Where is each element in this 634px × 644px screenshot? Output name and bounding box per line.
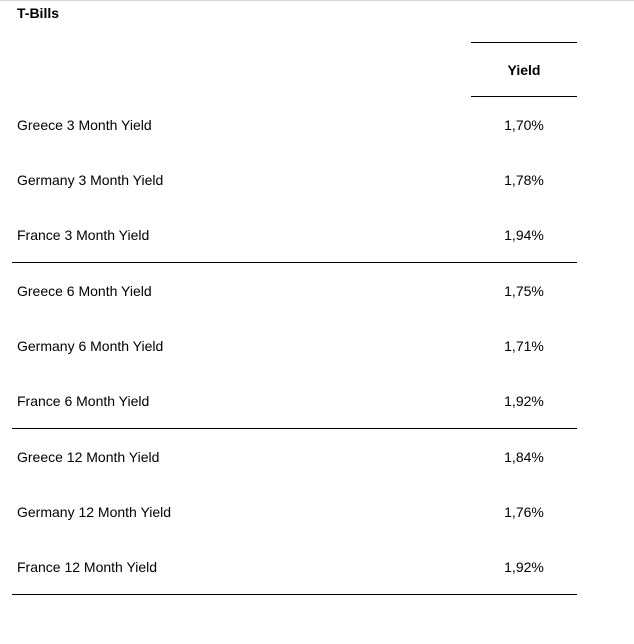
row-group-3-month [12, 97, 577, 263]
row-label: Greece 12 Month Yield [17, 448, 160, 465]
table-row [12, 484, 577, 539]
row-value: 1,92% [504, 392, 544, 409]
table-row [12, 539, 577, 594]
row-label: Germany 6 Month Yield [17, 337, 164, 354]
row-value: 1,78% [504, 171, 544, 188]
row-label: Germany 12 Month Yield [17, 503, 172, 520]
yield-column-header: Yield [471, 42, 577, 97]
row-value: 1,94% [504, 226, 544, 243]
row-group-6-month [12, 263, 577, 429]
table-row [12, 429, 577, 484]
table-header-row [12, 42, 577, 97]
row-value: 1,71% [504, 337, 544, 354]
row-label: Germany 3 Month Yield [17, 171, 164, 188]
row-value: 1,76% [504, 503, 544, 520]
table-row [12, 97, 577, 152]
table-row [12, 152, 577, 207]
row-value: 1,92% [504, 558, 544, 575]
row-label: France 12 Month Yield [17, 558, 158, 575]
row-value: 1,70% [504, 116, 544, 133]
table-row [12, 263, 577, 318]
row-label: Greece 6 Month Yield [17, 282, 152, 299]
yield-table [12, 42, 577, 595]
row-label: France 6 Month Yield [17, 392, 150, 409]
row-group-12-month [12, 429, 577, 595]
table-row [12, 318, 577, 373]
row-label: France 3 Month Yield [17, 226, 150, 243]
page-title: T-Bills [17, 5, 60, 21]
row-value: 1,75% [504, 282, 544, 299]
table-row [12, 373, 577, 428]
row-value: 1,84% [504, 448, 544, 465]
table-row [12, 207, 577, 262]
row-label: Greece 3 Month Yield [17, 116, 152, 133]
header-spacer [12, 42, 471, 97]
